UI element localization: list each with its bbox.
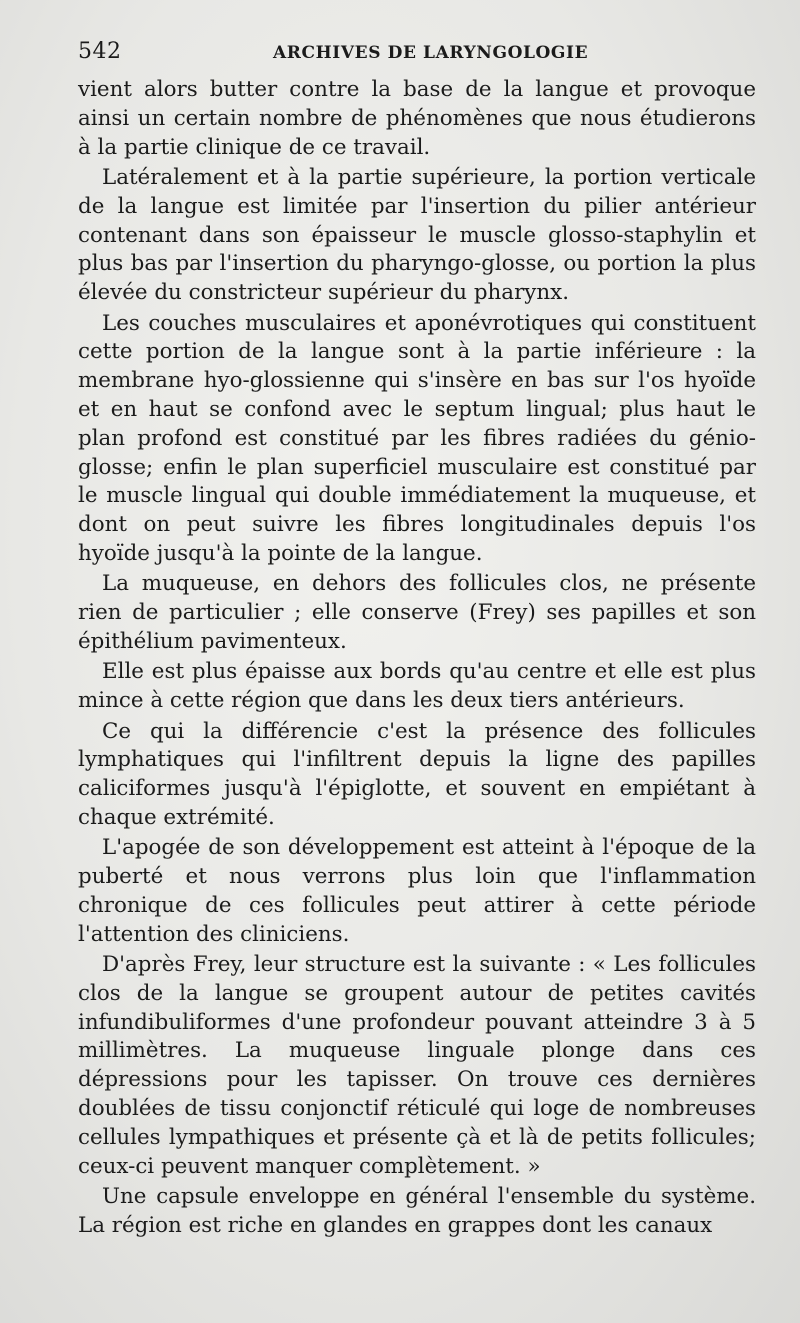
paragraph-muscular-layers: Les couches musculaires et aponévrotiques qui constituent cette portion de la langue sont à la partie inférieure : la membrane hyo-glossienne qui s'insère en bas sur l'os hyoïde et en haut se confond avec le septum lingual; plus haut le plan profond est constitué par les fibres radiées du génio-glosse; enfin le plan superficiel musculaire est constitué par le muscle lingual qui double immédiatement la muqueuse, et dont on peut suivre les fibres longitudinales depuis l'os hyoïde jusqu'à la pointe de la langue. xyxy=(78,310,756,566)
paragraph-continuation: vient alors butter contre la base de la langue et provoque ainsi un certain nombre de phénomènes que nous étudierons à la partie clinique de ce travail. xyxy=(78,77,756,160)
paragraph-frey-quote: D'après Frey, leur structure est la suivante : « Les follicules clos de la langue se groupent autour de petites cavités infundibuliformes d'une profondeur pouvant atteindre 3 à 5 millimètres. La muqueuse linguale plonge dans ces dépressions pour les tapisser. On trouve ces dernières doublées de tissu conjonctif réticulé qui loge de nombreuses cellules lympathiques et présente çà et là de petits follicules; ceux-ci peuvent manquer complètement. » xyxy=(78,952,756,1179)
paragraph-thickness: Elle est plus épaisse aux bords qu'au centre et elle est plus mince à cette région que dans les deux tiers antérieurs. xyxy=(78,659,756,714)
paragraph-mucosa: La muqueuse, en dehors des follicules clos, ne présente rien de particulier ; elle conserve (Frey) ses papilles et son épithélium pavimenteux. xyxy=(78,571,756,654)
running-title: ARCHIVES DE LARYNGOLOGIE xyxy=(273,43,589,63)
paragraph-lateral-portion: Latéralement et à la partie supérieure, la portion verticale de la langue est limitée par l'insertion du pilier antérieur contenant dans son épaisseur le muscle glosso-staphylin et plus bas par l'insertion du pharyngo-glosse, ou portion la plus élevée du constricteur supérieur du pharynx. xyxy=(78,164,756,306)
page-header xyxy=(78,38,758,66)
paragraph-development: L'apogée de son développement est atteint à l'époque de la puberté et nous verrons plus loin que l'inflammation chronique de ces follicules peut attirer à cette période l'attention des cliniciens. xyxy=(78,835,756,947)
paragraph-capsule: Une capsule enveloppe en général l'ensemble du système. La région est riche en glandes en grappes dont les canaux xyxy=(78,1184,756,1238)
paragraph-lymphatic-follicles: Ce qui la différencie c'est la présence des follicules lymphatiques qui l'infiltrent depuis la ligne des papilles caliciformes jusqu'à l'épiglotte, et souvent en empiétant à chaque extrémité. xyxy=(78,718,756,830)
body-text xyxy=(78,76,756,1242)
page-number: 542 xyxy=(78,39,122,64)
